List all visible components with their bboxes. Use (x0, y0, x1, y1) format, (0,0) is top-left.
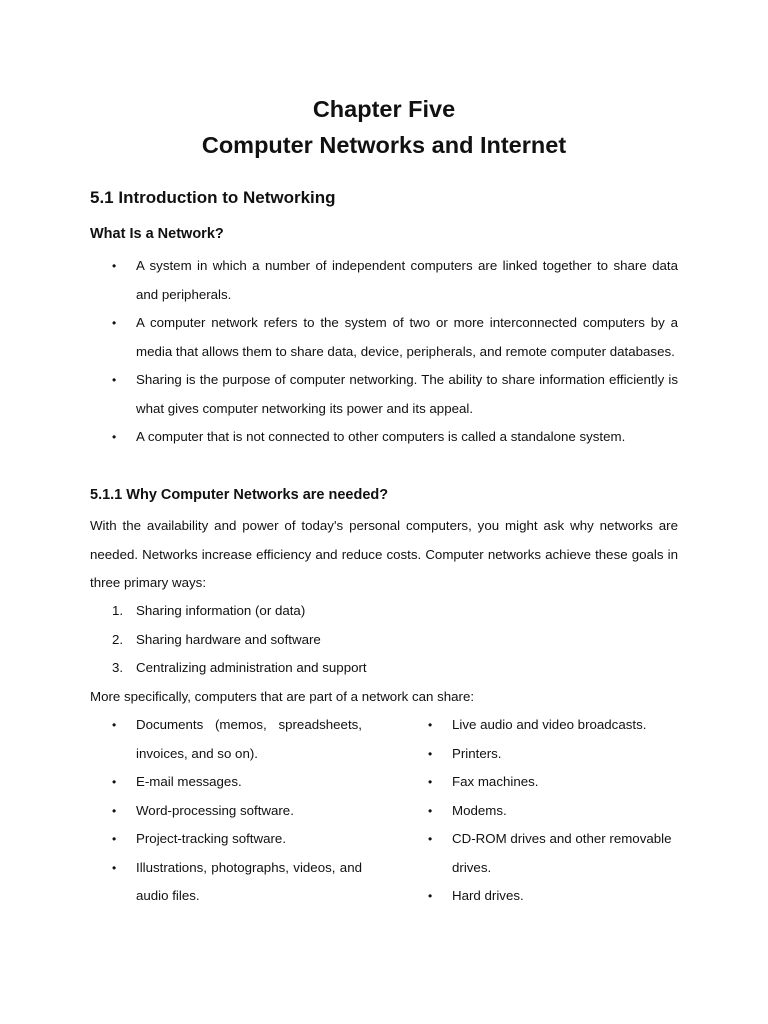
intro-paragraph: With the availability and power of today's personal computers, you might ask why networks are needed. Networks increase efficiency and reduce costs. Computer networks achieve these goals in three primary ways: (90, 518, 678, 590)
bullet-icon: • (428, 832, 433, 846)
list-item-text: A system in which a number of independent computers are linked together to share data and peripherals. (136, 258, 678, 302)
list-item (406, 768, 678, 797)
list-item-text: Centralizing administration and support (136, 660, 367, 675)
list-item-text: Word-processing software. (136, 802, 294, 818)
list-item (90, 854, 362, 911)
bullet-icon: • (112, 775, 117, 789)
network-definition-list (90, 252, 678, 452)
list-item-text: A computer network refers to the system of two or more interconnected computers by a media that allows them to share data, device, peripherals, and remote computer databases. (136, 315, 678, 359)
list-item (90, 797, 362, 826)
list-item (90, 366, 678, 423)
bullet-icon: • (112, 259, 117, 273)
chapter-title-line1: Chapter Five (312, 96, 456, 122)
bullet-icon: • (112, 832, 117, 846)
chapter-title-line2: Computer Networks and Internet (201, 132, 567, 158)
bullet-icon: • (428, 746, 433, 761)
list-item (406, 711, 678, 740)
list-item-text: Printers. (452, 745, 502, 761)
list-item (90, 423, 678, 452)
subheading-what-is-network: What Is a Network? (90, 226, 224, 242)
list-item-text: Sharing information (or data) (136, 603, 306, 618)
list-item (90, 711, 362, 768)
list-item-text: E-mail messages. (136, 774, 242, 789)
list-item-text: Documents (memos, spreadsheets, invoices, and so on). (136, 717, 362, 761)
shareable-items-left-list (90, 711, 362, 911)
list-item (90, 825, 362, 854)
list-item (406, 825, 678, 882)
bullet-icon: • (112, 316, 117, 330)
list-item (406, 882, 678, 911)
list-item (406, 797, 678, 826)
shareable-items-left-column (90, 711, 362, 911)
share-intro-paragraph: More specifically, computers that are part of a network can share: (90, 689, 475, 704)
shareable-items-right-list (406, 711, 678, 911)
list-item-text: Illustrations, photographs, videos, and audio files. (136, 859, 362, 903)
bullet-icon: • (428, 803, 433, 818)
bullet-icon: • (112, 803, 117, 818)
bullet-icon: • (112, 373, 117, 387)
list-item-text: Hard drives. (452, 888, 524, 903)
list-number: 3. (112, 660, 124, 675)
list-item-text: Sharing hardware and software (136, 631, 321, 647)
bullet-icon: • (112, 860, 117, 875)
section-heading-5-1-1: 5.1.1 Why Computer Networks are needed? (90, 487, 389, 503)
list-item-text: CD-ROM drives and other removable drives. (452, 831, 672, 875)
list-item (90, 654, 678, 683)
bullet-icon: • (112, 718, 117, 732)
list-item-text: Project-tracking software. (136, 831, 287, 846)
list-item (406, 740, 678, 769)
list-item-text: A computer that is not connected to other computers is called a standalone system. (136, 429, 626, 444)
list-item (90, 626, 678, 655)
list-item-text: Sharing is the purpose of computer networking. The ability to share information efficiently is what gives computer networking its power and its appeal. (136, 372, 678, 416)
primary-ways-list-container (90, 597, 678, 683)
bullet-icon: • (112, 430, 117, 444)
primary-ways-list (90, 597, 678, 683)
list-item (90, 768, 362, 797)
bullet-icon: • (428, 775, 433, 789)
bullet-icon: • (428, 718, 433, 732)
network-definition-list-container (90, 252, 678, 452)
section-heading-5-1: 5.1 Introduction to Networking (90, 188, 336, 207)
list-item-text: Modems. (452, 802, 507, 818)
list-number: 1. (112, 603, 124, 618)
bullet-icon: • (428, 889, 433, 903)
list-number: 2. (112, 631, 124, 647)
list-item-text: Fax machines. (452, 774, 539, 789)
list-item-text: Live audio and video broadcasts. (452, 717, 647, 732)
shareable-items-right-column (406, 711, 678, 911)
list-item (90, 309, 678, 366)
list-item (90, 252, 678, 309)
list-item (90, 597, 678, 626)
